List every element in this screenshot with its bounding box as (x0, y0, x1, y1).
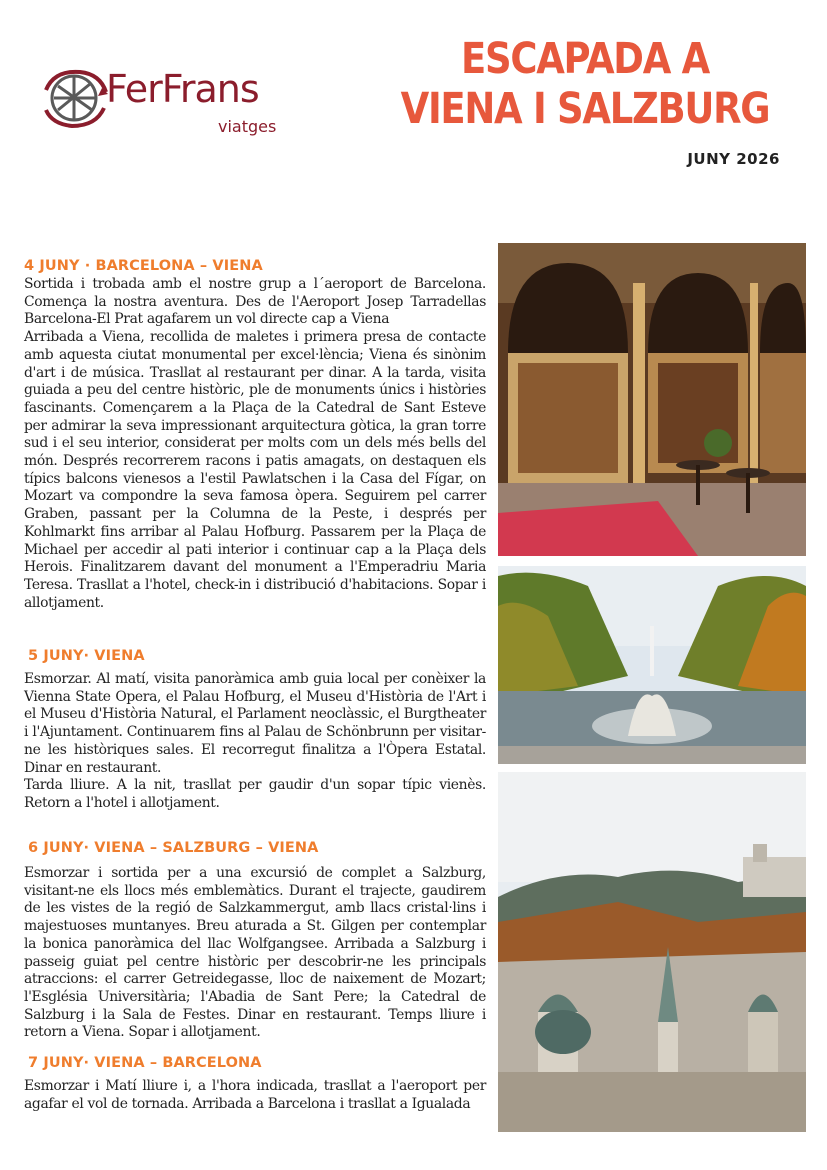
salzburg-photo (498, 772, 806, 1132)
cafe-photo (498, 243, 806, 556)
title-line-2: VIENA I SALZBURG (400, 84, 770, 134)
day-2-text (24, 671, 486, 813)
paragraph: Esmorzar i Matí lliure i, a l'hora indicada, trasllat a l'aeroport per agafar el vol de tornada. Arribada a Barcelona i trasllat a Igualada (24, 1078, 486, 1112)
garden-fountain-photo (498, 566, 806, 764)
day-3-text (24, 865, 486, 1042)
day-1-text (24, 276, 486, 612)
globe-logo-icon (40, 66, 110, 130)
day-1-heading: 4 JUNY · BARCELONA – VIENA (24, 258, 263, 274)
logo-name: FerFrans (106, 67, 259, 111)
paragraph: Arribada a Viena, recollida de maletes i primera presa de contacte amb aquesta ciutat monumental per excel·lència; Viena és sinònim d'art i de música. Trasllat al restaurant per dinar. A la tarda, visita guiada a peu del centre històric, ple de monuments únics i històries fascinants. Començarem a la Plaça de la Catedral de Sant Esteve per admirar la seva impressionant arquitectura gòtica, la gran torre sud i el seu interior, considerat per molts com un dels més bells del món. Després recorrerem racons i patis amagats, on destaquen els típics balcons vienesos a l'estil Pawlatschen i la Casa del Fígar, on Mozart va compondre la seva famosa òpera. Seguirem pel carrer Graben, passant per la Columna de la Peste, i després per Kohlmarkt fins arribar al Palau Hofburg. Passarem per la Plaça de Michael per accedir al pati interior i continuar cap a la Plaça dels Herois. Finalitzarem davant del monument a l'Emperadriu Maria Teresa. Trasllat a l'hotel, check-in i distribució d'habitacions. Sopar i allotjament. (24, 329, 486, 611)
logo-subtitle: viatges (218, 117, 277, 136)
paragraph: Sortida i trobada amb el nostre grup a l´aeroport de Barcelona. Comença la nostra aventura. Des de l'Aeroport Josep Tarradellas Barcelona-El Prat agafarem un vol directe cap a Viena (24, 276, 486, 328)
trip-date: JUNY 2026 (687, 150, 780, 168)
day-4-heading: 7 JUNY· VIENA – BARCELONA (28, 1055, 262, 1071)
company-logo (40, 62, 300, 144)
paragraph: Tarda lliure. A la nit, trasllat per gaudir d'un sopar típic vienès. Retorn a l'hotel i allotjament. (24, 777, 486, 811)
day-3-heading: 6 JUNY· VIENA – SALZBURG – VIENA (28, 840, 319, 856)
title-line-1: ESCAPADA A (461, 34, 709, 84)
paragraph: Esmorzar i sortida per a una excursió de complet a Salzburg, visitant-ne els llocs més emblemàtics. Durant el trajecte, gaudirem de les vistes de la regió de Salzkammergut, amb llacs cristal·lins i majestuoses muntanyes. Breu aturada a St. Gilgen per contemplar la bonica panoràmica del llac Wolfgangsee. Arribada a Salzburg i passeig guiat pel centre històric per descobrir-ne les principals atraccions: el carrer Getreidegasse, lloc de naixement de Mozart; l'Església Universitària; l'Abadia de Sant Pere; la Catedral de Salzburg i la Sala de Festes. Dinar en restaurant. Temps lliure i retorn a Viena. Sopar i allotjament. (24, 865, 486, 1041)
paragraph: Esmorzar. Al matí, visita panoràmica amb guia local per conèixer la Vienna State Opera, el Palau Hofburg, el Museu d'Història de l'Art i el Museu d'Història Natural, el Parlament neoclàssic, el Burgtheater i l'Ajuntament. Continuarem fins al Palau de Schönbrunn per visitar-ne les històriques sales. El recorregut finalitza a l'Òpera Estatal. Dinar en restaurant. (24, 671, 486, 776)
day-2-heading: 5 JUNY· VIENA (28, 648, 145, 664)
day-4-text (24, 1078, 486, 1113)
page-title (400, 34, 770, 134)
